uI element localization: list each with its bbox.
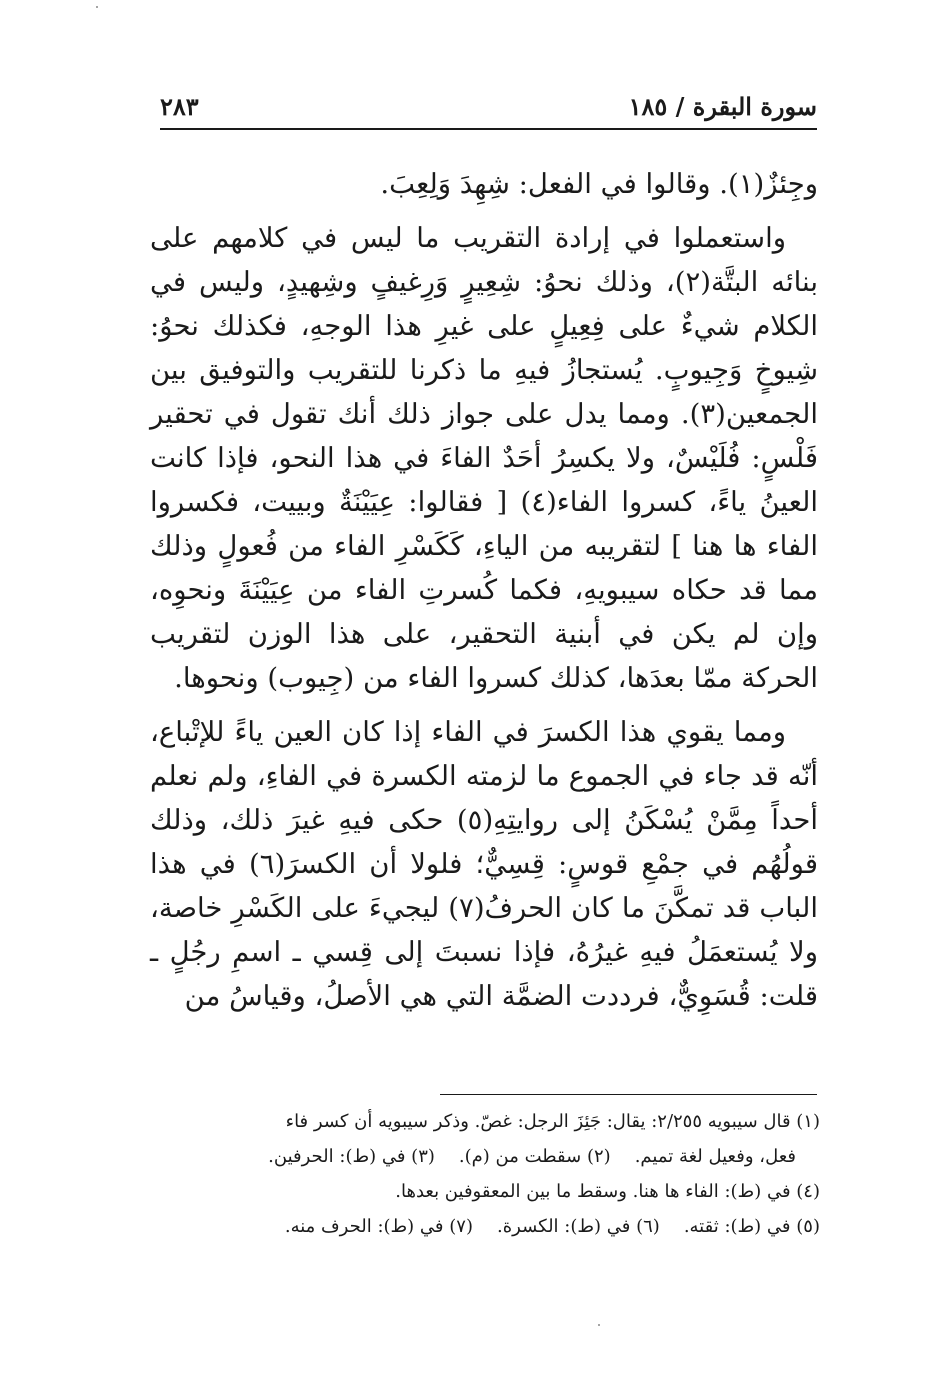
paragraph-3: ومما يقوي هذا الكسرَ في الفاء إذا كان العين ياءً للإتْباع، أنّه قد جاء في الجموع ما لزمته الكسرة في الفاءِ، ولم نعلم أحداً مِمَّنْ يُسْكَنُ إلى روايتِهِ(٥) حكى فيهِ غيرَ ذلك، وذلك قولُهُم في جمْعِ قوسٍ: قِسِيٌّ؛ فلولا أن الكسرَ(٦) في هذا الباب قد تمكَّنَ ما كان الحرفُ(٧) ليجيءَ على الكَسْرِ خاصة، ولا يُستعمَلُ فيهِ غيرُهُ، فإذا نسبتَ إلى قِسي ـ اسمِ رجُلٍ ـ قلت: قُسَوِيٌّ، فرددت الضمَّة التي هي الأصلُ، وقياسُ من [150,716,818,1012]
footnotes [155,1104,820,1244]
main-text [150,162,818,1028]
page-number: ٢٨٣ [160,92,199,121]
footnote-3: (٣) في (ط): الحرفين. [268,1146,435,1167]
footnote-1: (١) قال سيبويه ٢/٢٥٥: يقال: جَئِزَ الرجل: غصّ. وذكر سيبويه أن كسر فاء [285,1111,820,1132]
paragraph-2: واستعملوا في إرادة التقريب ما ليس في كلامهم على بنائه البتَّة(٢)، وذلك نحوُ: شِعِيرٍ وَرِغيفٍ وشِهيدٍ، وليس في الكلام شيءٌ على فِعِيلٍ على غيرِ هذا الوجهِ، فكذلك نحوُ: شِيوخٍ وَجِيوبٍ. يُستجازُ فيهِ ما ذكرنا للتقريب والتوفيق بين الجمعين(٣). ومما يدل على جواز ذلك أنك تقول في تحقير فَلْسٍ: فُلَيْسٌ، ولا يكسِرُ أحَدٌ الفاءَ في هذا النحو، فإذا كانت العينُ ياءً، كسروا الفاء(٤) [ فقالوا: عِيَيْنَةٌ وبييت، فكسروا الفاء ها هنا ] لتقريبه من الياءِ، كَكَسْرِ الفاء من فُعولٍ وذلك مما قد حكاه سيبويهِ، فكما كُسرتِ الفاء من عِيَيْنَةَ ونحوِه، وإن لم يكن في أبنية التحقير، على هذا الوزن لتقريب الحركة ممّا بعدَها، كذلك كسروا الفاء من (جِيوب) ونحوها. [150,222,818,694]
footnote-separator [440,1094,817,1095]
paragraph-1: وجِئزٌ(١). وقالوا في الفعل: شِهِدَ وَلِعِبَ. [380,168,818,200]
footnote-7: (٧) في (ط): الحرف منه. [284,1216,473,1237]
footnote-1-continuation: فعل، وفعيل لغة تميم. [634,1146,796,1167]
footnote-4: (٤) في (ط): الفاء ها هنا. وسقط ما بين المعقوفين بعدها. [395,1181,820,1202]
footnote-line-2 [155,1139,820,1174]
footnote-2: (٢) سقطت من (م). [458,1146,611,1167]
scan-speck [598,1324,600,1326]
footnote-5: (٥) في (ط): ثقته. [683,1216,820,1237]
footnote-line-4 [155,1209,820,1244]
running-head-surah: سورة البقرة / ١٨٥ [628,92,817,121]
page-header [160,92,817,128]
footnote-6: (٦) في (ط): الكسرة. [496,1216,660,1237]
header-rule [160,128,817,130]
scan-speck [96,6,98,8]
